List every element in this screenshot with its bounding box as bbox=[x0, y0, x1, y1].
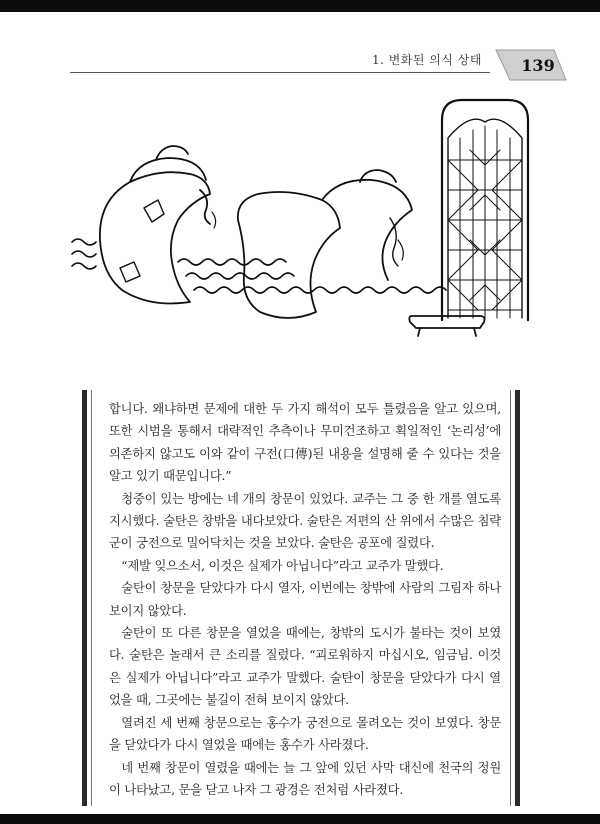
illustration bbox=[60, 90, 560, 360]
paragraph: 술탄이 창문을 닫았다가 다시 열자, 이번에는 창밖에 사람의 그림자 하나 보이지 않았다. bbox=[109, 581, 501, 618]
paragraph: 술탄이 또 다른 창문을 열었을 때에는, 창밖의 도시가 불타는 것이 보였다. 술탄은 놀래서 큰 소리를 질렀다. “괴로워하지 마십시오, 임금님. 이것은 실제가 아닙니다”라고 교주가 말했다. 술탄이 창문을 닫았다가 다시 열었을 때, 그곳에는 불길이 전혀 보이지 않았다. bbox=[109, 626, 501, 708]
water-waves-icon bbox=[72, 239, 446, 293]
lattice-window-icon bbox=[442, 100, 528, 320]
bottom-border bbox=[0, 814, 600, 824]
story-text bbox=[109, 398, 501, 801]
wizard-figure-icon bbox=[238, 170, 412, 318]
paragraph: 청중이 있는 방에는 네 개의 창문이 있었다. 교주는 그 중 한 개를 열도록 지시했다. 술탄은 창밖을 내다보았다. 술탄은 저편의 산 위에서 수많은 침략군이 궁전으로 밀어닥치는 것을 보았다. 술탄은 공포에 질렸다. bbox=[109, 491, 501, 551]
page-number: 139 bbox=[521, 56, 555, 75]
sultan-figure-icon bbox=[100, 146, 216, 304]
chapter-title: 1. 변화된 의식 상태 bbox=[371, 53, 482, 67]
top-border bbox=[0, 0, 600, 12]
paragraph: 합니다. 왜냐하면 문제에 대한 두 가지 해석이 모두 틀렸음을 알고 있으며, 또한 시범을 통해서 대략적인 추측이나 무미건조하고 획일적인 ‘논리성’에 의존하지 않고도 이와 같이 구전(口傳)된 내용을 설명해 줄 수 있다는 것을 알고 있기 때문입니다.” bbox=[109, 402, 501, 484]
basin-icon bbox=[409, 316, 484, 336]
running-header bbox=[70, 48, 490, 73]
paragraph: 네 번째 창문이 열렸을 때에는 늘 그 앞에 있던 사막 대신에 천국의 정원이 나타났고, 문을 닫고 나자 그 광경은 전처럼 사라졌다. bbox=[109, 760, 501, 797]
paragraph: 열려진 세 번째 창문으로는 홍수가 궁전으로 몰려오는 것이 보였다. 창문을 닫았다가 다시 열었을 때에는 홍수가 사라졌다. bbox=[109, 715, 501, 753]
story-box bbox=[82, 390, 520, 806]
paragraph: “제발 잊으소서, 이것은 실제가 아닙니다”라고 교주가 말했다. bbox=[121, 558, 444, 573]
